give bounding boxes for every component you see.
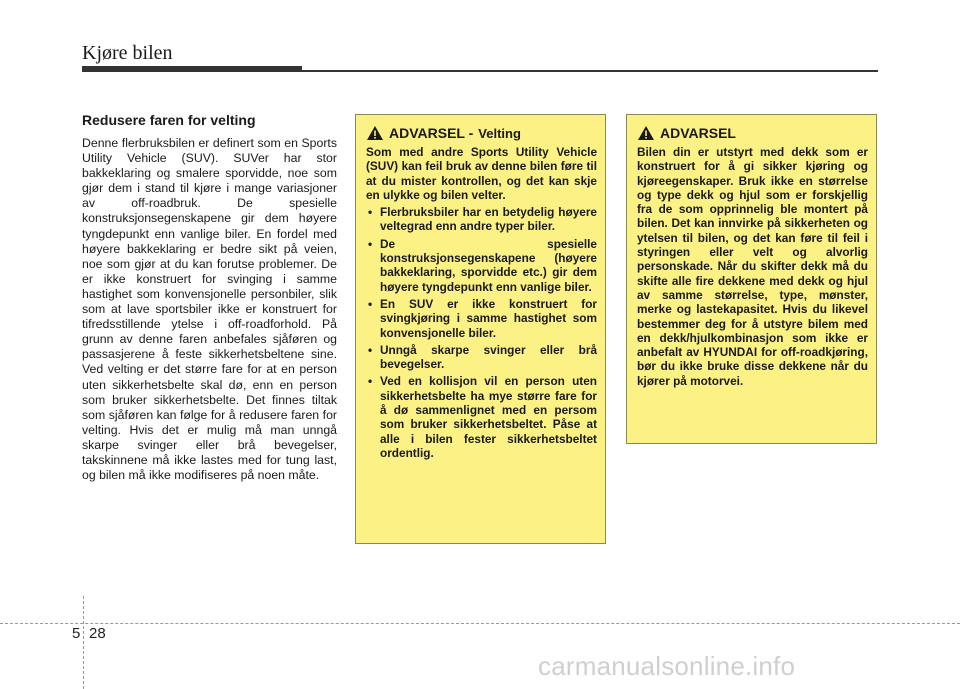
page-number: 28 xyxy=(89,625,106,642)
header-rule-thin xyxy=(302,70,878,72)
warning-subtitle: Velting xyxy=(478,125,521,141)
warning-title: ADVARSEL - xyxy=(389,125,474,141)
rollover-section xyxy=(82,112,337,483)
warning-header xyxy=(637,125,868,141)
warning-list-item: • Unngå skarpe svinger eller brå bevegelser. xyxy=(366,343,597,372)
warning-title: ADVARSEL xyxy=(660,125,736,141)
warning-triangle-icon xyxy=(637,125,655,141)
section-body: Denne flerbruksbilen er definert som en Sports Utility Vehicle (SUV). SUVer har stor bakkeklaring og smalere sporvidde, noe som gjør dem i stand til kjøre i mange variasjoner av off-roadbruk. De spesielle konstruksjonsegenskapene gir dem høyere tyngdepunkt enn vanlige biler. En fordel med høyere bakkeklaring er bedre sikt på veien, noe som gjør at du kan forutse problemer. De er ikke konstruert for svinging i samme hastighet som konvensjonelle personbiler, slik som at lave sportsbiler ikke er konstruert for tifredsstillende ytelse i off-roadforhold. På grunn av denne faren anbefales sjåføren og passasjerene å feste sikkerhetsbeltene sine. Ved velting er det større fare for at en person uten sikkerhetsbelte skal dø, enn en person som bruker sikkerhetsbelte. Det finnes tiltak som sjåføren kan følge for å redusere faren for velting. Hvis det er mulig må man unngå skarpe svinger eller brå bevegelser, takskinnene må ikke lastes med for tung last, og bilen må ikke modifiseres på noen måte. xyxy=(82,136,337,483)
warning-list-item: • De spesielle konstruksjonsegenskapene (høyere bakkeklaring, sporvidde etc.) gir dem høyere tyngdepunkt enn vanlige biler. xyxy=(366,237,597,294)
warning-list-item: • Ved en kollisjon vil en person uten sikkerhetsbelte ha mye større fare for å dø sammenlignet med en persom som bruker sikkerhetsbeltet. Påse at alle i bilen fester sikkerhetsbeltet ordentlig. xyxy=(366,374,597,460)
warning-intro: Som med andre Sports Utility Vehicle (SUV) kan feil bruk av denne bilen føre til at du mister kontrollen, og det kan skje en ulykke og bilen velter. xyxy=(366,145,597,202)
page-header-title: Kjøre bilen xyxy=(82,42,173,64)
warning-box-tires xyxy=(626,114,877,444)
section-heading: Redusere faren for velting xyxy=(82,112,256,128)
warning-box-rollover xyxy=(355,114,606,544)
warning-list-item: • En SUV er ikke konstruert for svingkjøring i samme hastighet som konvensjonelle biler. xyxy=(366,297,597,340)
footer-vertical-divider xyxy=(83,596,84,689)
warning-list xyxy=(366,205,597,460)
warning-header xyxy=(366,125,597,141)
footer-divider xyxy=(0,623,960,624)
warning-list-item: • Flerbruksbiler har en betydelig høyere veltegrad enn andre typer biler. xyxy=(366,205,597,234)
chapter-number: 5 xyxy=(72,625,81,642)
header-rule-thick xyxy=(82,66,302,72)
warning-triangle-icon xyxy=(366,125,384,141)
warning-body: Bilen din er utstyrt med dekk som er konstruert for å gi sikker kjøring og kjøreegenskaper. Bruk ikke en størrelse og type dekk og hjul som er forskjellig fra de som opprinnelig ble montert på bilen. Det kan innvirke på sikkerheten og ytelsen til bilen, og det kan føre til feil i styringen eller velt og alvorlig personskade. Når du skifter dekk må du skifte alle fire dekkene med dekk og hjul av samme størrelse, type, mønster, merke og lastekapasitet. Hvis du likevel bestemmer deg for å utstyre bilem med en dekk/hjulkombinasjon som ikke er anbefalt av HYUNDAI for off-roadkjøring, bør du ikke bruke disse dekkene når du kjører på motorvei. xyxy=(637,145,868,388)
watermark: carmanualsonline.info xyxy=(538,651,796,681)
